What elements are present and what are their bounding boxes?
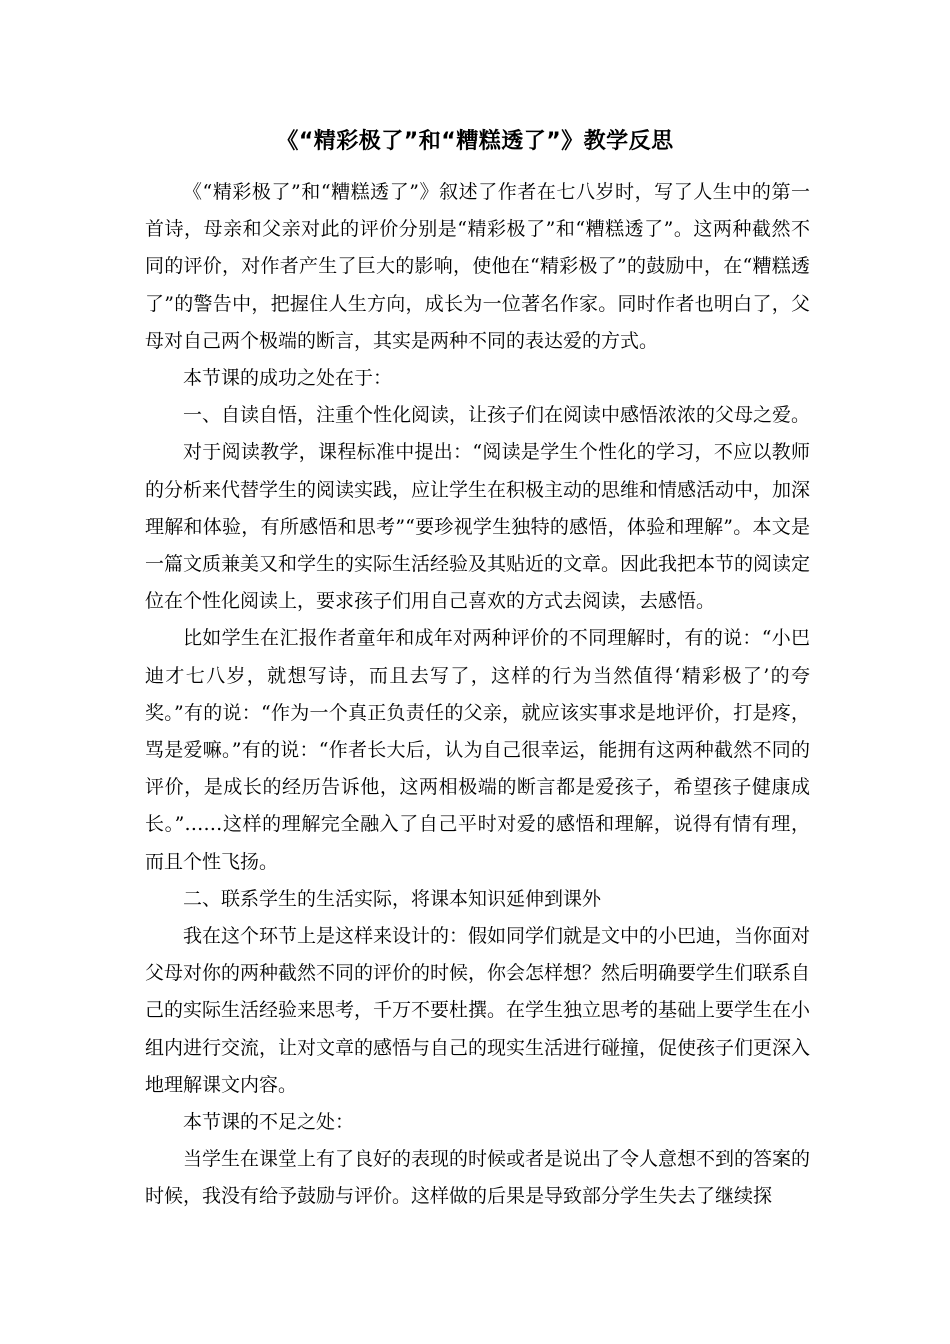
paragraph-intro: 《“精彩极了”和“糟糕透了”》叙述了作者在七八岁时，写了人生中的第一首诗，母亲和父亲对此的评价分别是“精彩极了”和“糟糕透了”。这两种截然不同的评价，对作者产生了巨大的影响，使他在“精彩极了”的鼓励中，在“糟糕透了”的警告中，把握住人生方向，成长为一位著名作家。同时作者也明白了，父母对自己两个极端的断言，其实是两种不同的表达爱的方式。 [145,181,810,352]
paragraph-student-examples: 比如学生在汇报作者童年和成年对两种评价的不同理解时，有的说：“小巴迪才七八岁，就想写诗，而且去写了，这样的行为当然值得‘精彩极了’的夸奖。”有的说：“作为一个真正负责任的父亲，就应该实事求是地评价，打是疼，骂是爱嘛。”有的说：“作者长大后，认为自己很幸运，能拥有这两种截然不同的评价，是成长的经历告诉他，这两相极端的断言都是爱孩子，希望孩子健康成长。”……这样的理解完全融入了自己平时对爱的感悟和理解，说得有情有理，而且个性飞扬。 [145,627,810,873]
paragraph-design: 我在这个环节上是这样来设计的：假如同学们就是文中的小巴迪，当你面对父母对你的两种截然不同的评价的时候，你会怎样想？然后明确要学生们联系自己的实际生活经验来思考，千万不要杜撰。在学生独立思考的基础上要学生在小组内进行交流，让对文章的感悟与自己的现实生活进行碰撞，促使孩子们更深入地理解课文内容。 [145,925,811,1096]
paragraph-curriculum-standard: 对于阅读教学，课程标准中提出：“阅读是学生个性化的学习，不应以教师的分析来代替学生的阅读实践，应让学生在积极主动的思维和情感活动中，加深理解和体验，有所感悟和思考”“要珍视学生独特的感悟，体验和理解”。本文是一篇文质兼美又和学生的实际生活经验及其贴近的文章。因此我把本节的阅读定位在个性化阅读上，要求孩子们用自己喜欢的方式去阅读，去感悟。 [145,441,811,613]
document-body [145,174,810,1216]
paragraph-shortcoming-heading: 本节课的不足之处： [183,1111,355,1134]
paragraph-success-heading: 本节课的成功之处在于： [183,367,393,390]
paragraph-shortcoming: 当学生在课堂上有了良好的表现的时候或者是说出了令人意想不到的答案的时候，我没有给予鼓励与评价。这样做的后果是导致部分学生失去了继续探 [145,1148,811,1208]
paragraph-point-two: 二、联系学生的生活实际，将课本知识延伸到课外 [183,887,602,910]
paragraph-point-one: 一、自读自悟，注重个性化阅读，让孩子们在阅读中感悟浓浓的父母之爱。 [183,404,811,427]
document-title: 《“精彩极了”和“糟糕透了”》教学反思 [276,129,674,154]
